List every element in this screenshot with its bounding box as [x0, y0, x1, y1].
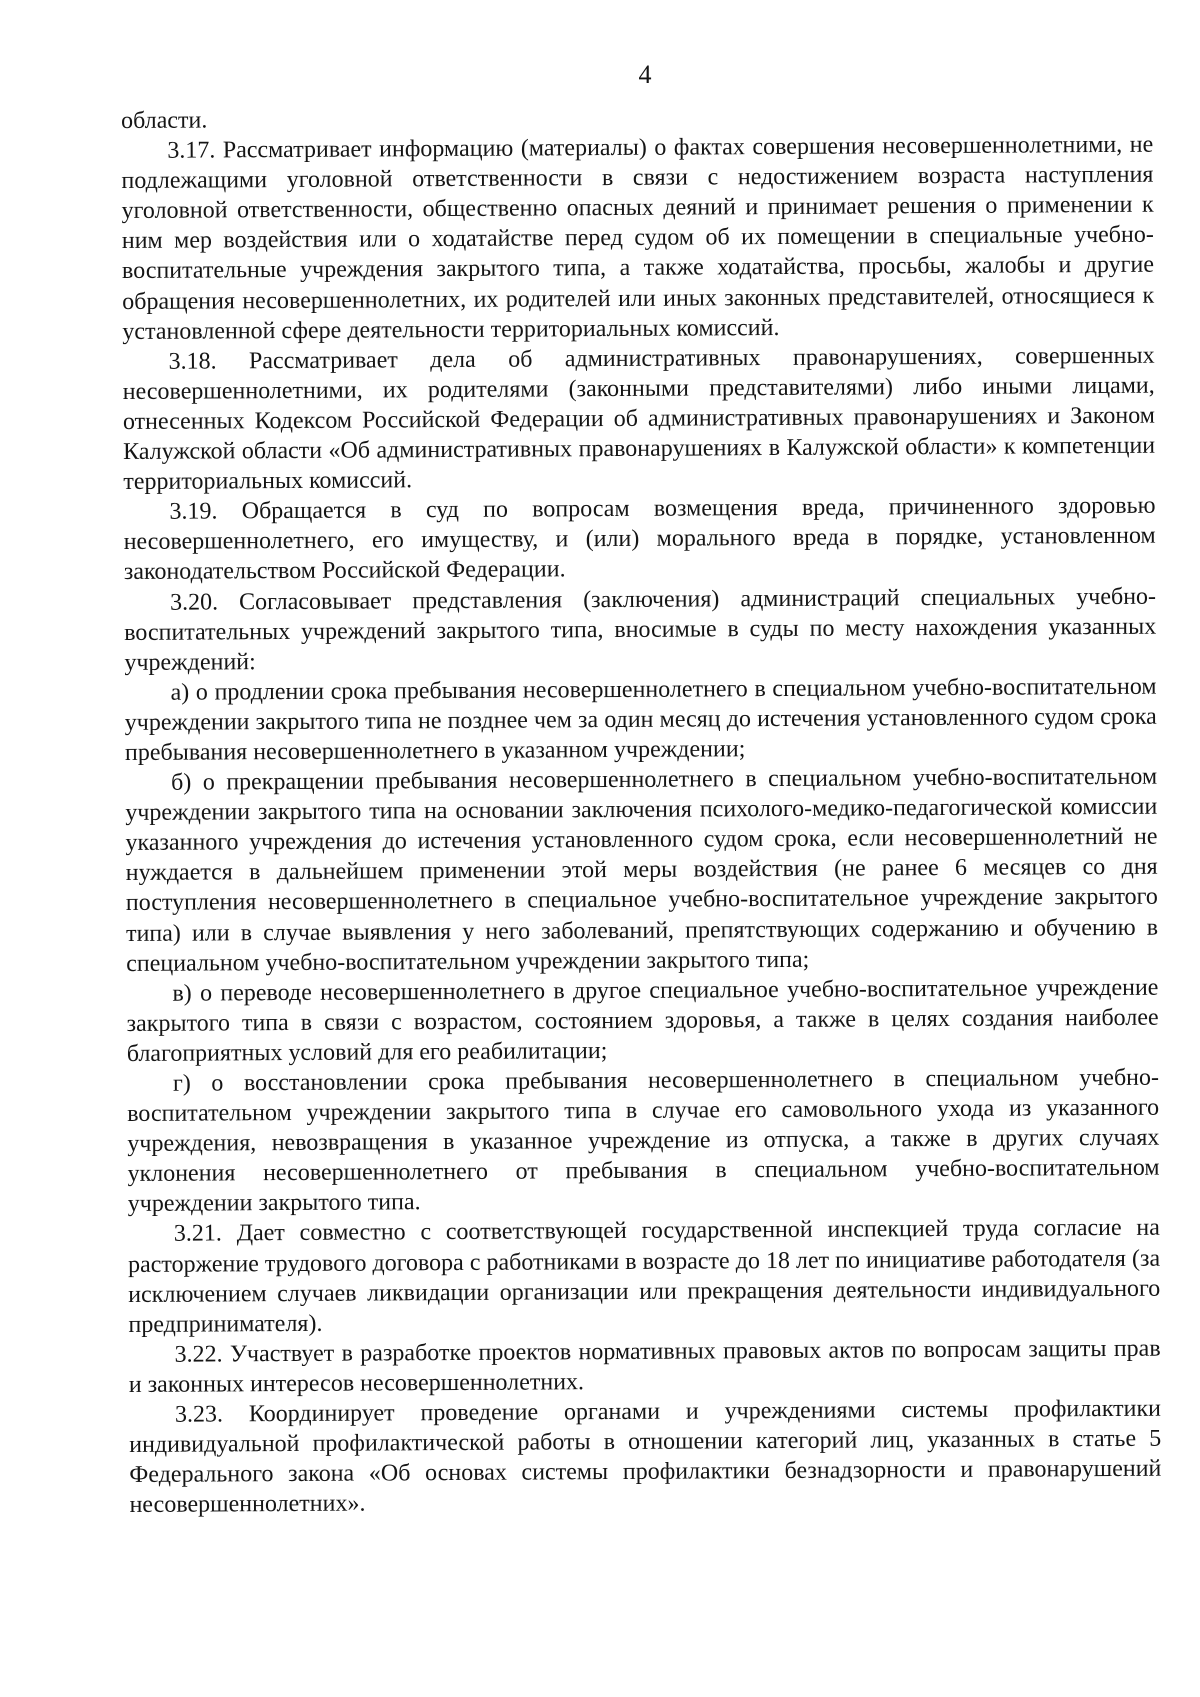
paragraph-3-19: 3.19. Обращается в суд по вопросам возмещения вреда, причиненного здоровью несовершеннолетнего, его имуществу, и (или) морального вреда в порядке, установленном законодательством Российской Федерации. [123, 492, 1156, 586]
paragraph-3-20-a: а) о продлении срока пребывания несовершеннолетнего в специальном учебно-воспитательном учреждении закрытого типа не позднее чем за один месяц до истечения установленного судом срока пребывания несовершеннолетнего в указанном учреждении; [124, 673, 1157, 766]
paragraph-3-18: 3.18. Рассматривает дела об административных правонарушениях, совершенных несовершеннолетними, их родителями (законными представителями) либо иными лицами, отнесенных Кодексом Российской Федерации об административных правонарушениях и Законом Калужской области «Об административных правонарушениях в Калужской области» к компетенции территориальных комиссий. [122, 342, 1156, 496]
paragraph-3-21: 3.21. Дает совместно с соответствующей государственной инспекцией труда согласие на расторжение трудового договора с работниками в возрасте до 18 лет по инициативе работодателя (за исключением случаев ликвидации организации или прекращения деятельности индивидуального предпринимателя). [127, 1215, 1161, 1338]
paragraph-3-22: 3.22. Участвует в разработке проектов нормативных правовых актов по вопросам защиты прав и законных интересов несовершеннолетних. [128, 1335, 1161, 1398]
paragraph-3-23: 3.23. Координирует проведение органами и учреждениями системы профилактики индивидуальной профилактической работы в отношении категорий лиц, указанных в статье 5 Федерального закона «Об основах системы профилактики безнадзорности и правонарушений несовершеннолетних». [129, 1395, 1162, 1519]
paragraph-3-17: 3.17. Рассматривает информацию (материалы) о фактах совершения несовершеннолетними, не подлежащими уголовной ответственности в связи с недостижением возраста наступления уголовной ответственности, общественно опасных деяний и принимает решения о применении к ним мер воздействия или о ходатайстве перед судом об их помещении в специальные учебно-воспитательные учреждения закрытого типа, а также ходатайства, просьбы, жалобы и другие обращения несовершеннолетних, их родителей или иных законных представителей, относящиеся к установленной сфере деятельности территориальных комиссий. [121, 131, 1155, 345]
paragraph-3-20: 3.20. Согласовывает представления (заключения) администраций специальных учебно-воспитательных учреждений закрытого типа, вносимые в суды по месту нахождения указанных учреждений: [124, 583, 1157, 676]
page-number: 4 [638, 60, 652, 89]
document-body [121, 100, 1162, 1521]
paragraph-3-20-g: г) о восстановлении срока пребывания несовершеннолетнего в специальном учебно-воспитательном учреждении закрытого типа в случае его самовольного ухода из указанного учреждения, невозвращения в указанное учреждение из отпуска, а также в других случаях уклонения несовершеннолетнего от пребывания в специальном учебно-воспитательном учреждении закрытого типа. [127, 1064, 1160, 1218]
paragraph-3-20-v: в) о переводе несовершеннолетнего в другое специальное учебно-воспитательное учреждение закрытого типа в связи с возрастом, состоянием здоровья, а также в целях создания наиболее благоприятных условий для его реабилитации; [126, 974, 1159, 1067]
paragraph-continuation: области. [121, 107, 208, 134]
paragraph-3-20-b: б) о прекращении пребывания несовершеннолетнего в специальном учебно-воспитательном учреждении закрытого типа на основании заключения психолого-медико-педагогической комиссии указанного учреждения до истечения установленного судом срока, если несовершеннолетний не нуждается в дальнейшем применении этой меры воздействия (не ранее 6 месяцев со дня поступления несовершеннолетнего в специальное учебно-воспитательное учреждение закрытого типа) или в случае выявления у него заболеваний, препятствующих содержанию и обучению в специальном учебно-воспитательном учреждении закрытого типа; [125, 763, 1159, 977]
